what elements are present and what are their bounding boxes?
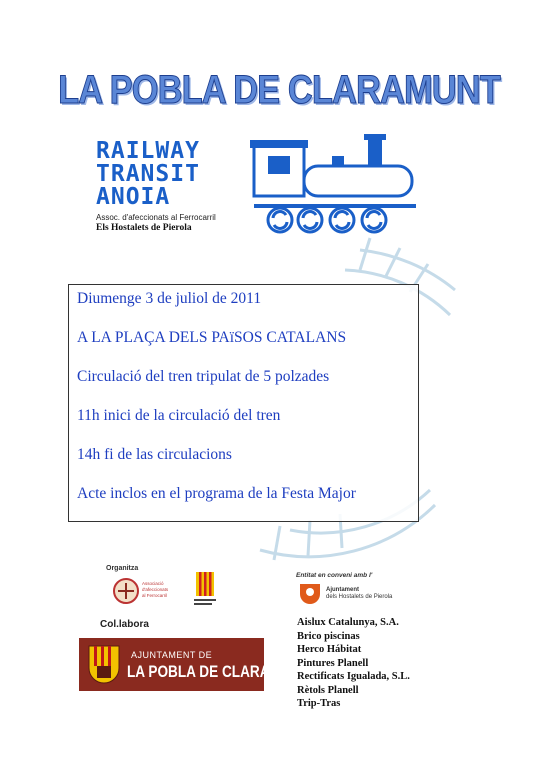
- event-note: Acte inclos en el programa de la Festa Major: [77, 485, 356, 502]
- locomotive-icon: [250, 130, 420, 240]
- sponsor-item: Rectificats Igualada, S.L.: [297, 671, 410, 682]
- brand-line-2: TRANSIT: [96, 161, 200, 187]
- hostalets-shield-icon: [298, 582, 322, 604]
- sponsor-item: Aislux Catalunya, S.A.: [297, 617, 399, 628]
- sponsor-item: Brico piscinas: [297, 630, 360, 642]
- event-location: A LA PLAÇA DELS PAïSOS CATALANS: [77, 329, 347, 346]
- svg-text:al Ferrocarril: al Ferrocarril: [142, 593, 168, 598]
- event-info-box: [68, 284, 419, 522]
- association-logo: [112, 575, 182, 607]
- event-description: Circulació del tren tripulat de 5 polzades: [77, 368, 330, 385]
- page-title: LA POBLA DE CLARAMUNT: [58, 68, 500, 112]
- hostalets-ajuntament: [326, 587, 392, 601]
- brand-line-3: ANOIA: [96, 184, 171, 210]
- sponsor-list: [297, 616, 410, 711]
- hostalets-name-1: Ajuntament: [326, 587, 359, 593]
- sponsor-item: Herco Hábitat: [297, 644, 362, 655]
- sponsor-item: Rètols Planell: [297, 684, 359, 696]
- event-end-time: 14h fi de las circulacions: [77, 446, 232, 463]
- brand-subtitle: Assoc. d'afeccionats al Ferrocarril: [96, 213, 216, 222]
- event-start-time: 11h inici de la circulació del tren: [77, 407, 281, 424]
- organitza-label: Organitza: [106, 565, 139, 572]
- brand-location: Els Hostalets de Pierola: [96, 223, 192, 233]
- association-logo-text: Associació: [142, 581, 164, 586]
- ajuntament-pobla-logo: [79, 638, 309, 691]
- entitat-label: Entitat en conveni amb l': [296, 572, 373, 579]
- railway-transit-anoia-logo: [96, 140, 216, 233]
- svg-text:d'afeccionats: d'afeccionats: [142, 587, 169, 592]
- ajuntament-line-2: LA POBLA DE CLARAMUNT: [127, 662, 309, 681]
- hostalets-name-2: dels Hostalets de Pierola: [326, 594, 393, 600]
- brand-line-1: RAILWAY: [96, 138, 200, 164]
- colabora-label: Col.labora: [100, 619, 149, 630]
- event-date: Diumenge 3 de juliol de 2011: [77, 290, 262, 307]
- municipal-shield-icon: [87, 644, 121, 686]
- sponsor-item: Pintures Planell: [297, 657, 369, 669]
- sponsor-item: Trip-Tras: [297, 698, 341, 709]
- generalitat-logo: [190, 570, 220, 608]
- ajuntament-line-1: AJUNTAMENT DE: [131, 650, 213, 660]
